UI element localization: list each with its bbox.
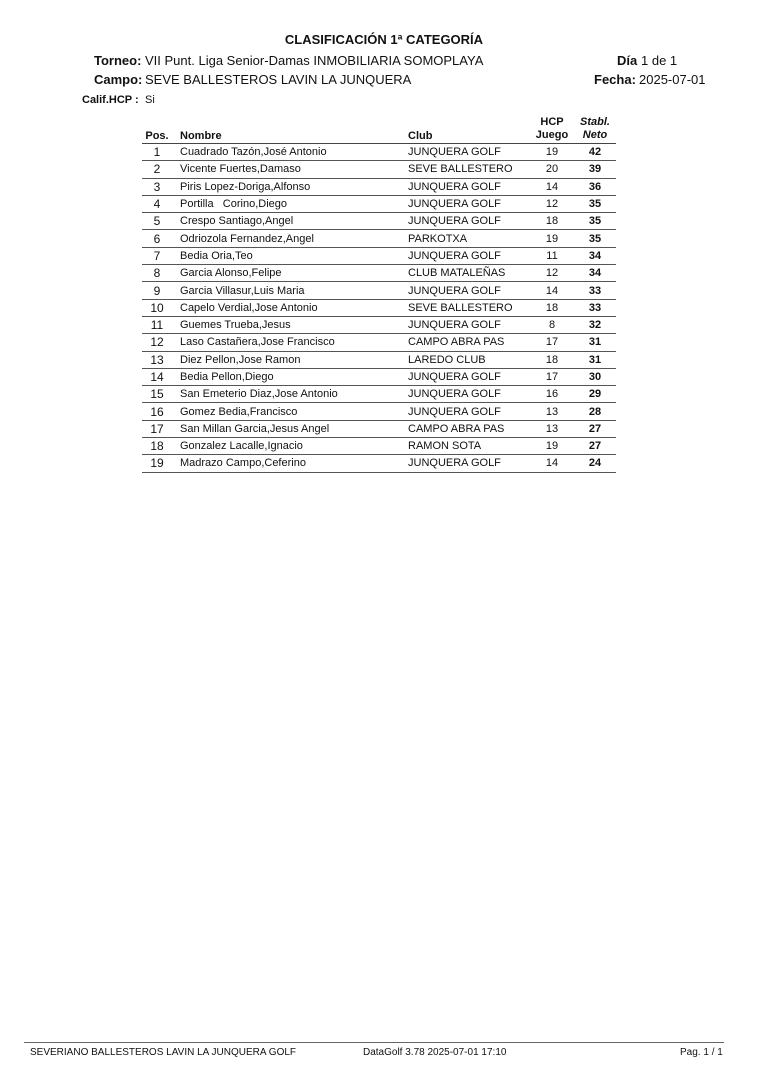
- torneo-label: Torneo:: [94, 53, 142, 68]
- cell-nombre: San Millan Garcia,Jesus Angel: [172, 420, 408, 437]
- torneo-value: VII Punt. Liga Senior-Damas INMOBILIARIA SOMOPLAYA: [145, 53, 484, 68]
- cell-hcp: 19: [530, 438, 574, 455]
- cell-pos: 4: [142, 195, 172, 212]
- col-club-header: Club: [408, 112, 530, 144]
- fecha-label: Fecha:: [594, 72, 636, 87]
- cell-hcp: 8: [530, 316, 574, 333]
- cell-neto: 32: [574, 316, 616, 333]
- table-row: [142, 178, 616, 195]
- cell-club: CLUB MATALEÑAS: [408, 265, 530, 282]
- cell-neto: 35: [574, 230, 616, 247]
- footer-page-number: Pag. 1 / 1: [680, 1047, 723, 1058]
- col-hcp-header: [530, 112, 574, 144]
- calif-hcp-value: Si: [145, 94, 155, 106]
- cell-nombre: Bedia Pellon,Diego: [172, 368, 408, 385]
- cell-club: JUNQUERA GOLF: [408, 386, 530, 403]
- dia-value: 1 de 1: [641, 53, 678, 68]
- cell-nombre: Gonzalez Lacalle,Ignacio: [172, 438, 408, 455]
- cell-club: JUNQUERA GOLF: [408, 282, 530, 299]
- col-hcp-header-line2: Juego: [535, 129, 569, 141]
- cell-nombre: Odriozola Fernandez,Angel: [172, 230, 408, 247]
- cell-pos: 13: [142, 351, 172, 368]
- table-header-row: [142, 112, 616, 144]
- table-row: [142, 334, 616, 351]
- cell-hcp: 19: [530, 144, 574, 161]
- table-row: [142, 386, 616, 403]
- cell-club: LAREDO CLUB: [408, 351, 530, 368]
- cell-hcp: 14: [530, 178, 574, 195]
- table-row: [142, 144, 616, 161]
- cell-neto: 34: [574, 265, 616, 282]
- table-row: [142, 351, 616, 368]
- cell-hcp: 19: [530, 230, 574, 247]
- table-row: [142, 282, 616, 299]
- cell-hcp: 17: [530, 368, 574, 385]
- cell-pos: 15: [142, 386, 172, 403]
- col-neto-header: [574, 112, 616, 144]
- cell-pos: 3: [142, 178, 172, 195]
- cell-pos: 2: [142, 161, 172, 178]
- table-row: [142, 161, 616, 178]
- cell-nombre: Guemes Trueba,Jesus: [172, 316, 408, 333]
- cell-nombre: Laso Castañera,Jose Francisco: [172, 334, 408, 351]
- table-row: [142, 403, 616, 420]
- cell-pos: 7: [142, 247, 172, 264]
- results-body: [142, 144, 616, 473]
- cell-hcp: 12: [530, 195, 574, 212]
- cell-pos: 10: [142, 299, 172, 316]
- cell-hcp: 14: [530, 282, 574, 299]
- table-row: [142, 368, 616, 385]
- cell-hcp: 18: [530, 299, 574, 316]
- cell-pos: 12: [142, 334, 172, 351]
- col-neto-header-line1: Stabl.: [580, 116, 610, 128]
- cell-hcp: 13: [530, 420, 574, 437]
- cell-club: JUNQUERA GOLF: [408, 247, 530, 264]
- cell-club: JUNQUERA GOLF: [408, 368, 530, 385]
- cell-hcp: 17: [530, 334, 574, 351]
- cell-nombre: San Emeterio Diaz,Jose Antonio: [172, 386, 408, 403]
- table-row: [142, 230, 616, 247]
- cell-pos: 1: [142, 144, 172, 161]
- cell-club: CAMPO ABRA PAS: [408, 334, 530, 351]
- cell-neto: 35: [574, 213, 616, 230]
- cell-nombre: Cuadrado Tazón,José Antonio: [172, 144, 408, 161]
- cell-neto: 28: [574, 403, 616, 420]
- cell-neto: 31: [574, 334, 616, 351]
- cell-neto: 42: [574, 144, 616, 161]
- cell-pos: 8: [142, 265, 172, 282]
- cell-club: JUNQUERA GOLF: [408, 403, 530, 420]
- cell-neto: 33: [574, 282, 616, 299]
- cell-hcp: 16: [530, 386, 574, 403]
- col-neto-header-line2: Neto: [582, 129, 608, 141]
- cell-neto: 34: [574, 247, 616, 264]
- calif-hcp-label: Calif.HCP :: [82, 94, 139, 106]
- cell-neto: 31: [574, 351, 616, 368]
- cell-club: CAMPO ABRA PAS: [408, 420, 530, 437]
- cell-hcp: 18: [530, 351, 574, 368]
- campo-value: SEVE BALLESTEROS LAVIN LA JUNQUERA: [145, 72, 412, 87]
- cell-nombre: Garcia Villasur,Luis Maria: [172, 282, 408, 299]
- cell-nombre: Gomez Bedia,Francisco: [172, 403, 408, 420]
- cell-hcp: 20: [530, 161, 574, 178]
- cell-nombre: Diez Pellon,Jose Ramon: [172, 351, 408, 368]
- table-row: [142, 213, 616, 230]
- cell-neto: 29: [574, 386, 616, 403]
- cell-nombre: Capelo Verdial,Jose Antonio: [172, 299, 408, 316]
- cell-club: PARKOTXA: [408, 230, 530, 247]
- cell-neto: 24: [574, 455, 616, 472]
- table-row: [142, 420, 616, 437]
- cell-nombre: Crespo Santiago,Angel: [172, 213, 408, 230]
- col-pos-header: Pos.: [142, 112, 172, 144]
- footer-club-name: SEVERIANO BALLESTEROS LAVIN LA JUNQUERA GOLF: [30, 1047, 297, 1058]
- table-row: [142, 455, 616, 472]
- cell-neto: 35: [574, 195, 616, 212]
- table-row: [142, 195, 616, 212]
- cell-pos: 17: [142, 420, 172, 437]
- cell-pos: 11: [142, 316, 172, 333]
- cell-neto: 36: [574, 178, 616, 195]
- cell-club: JUNQUERA GOLF: [408, 144, 530, 161]
- cell-hcp: 12: [530, 265, 574, 282]
- cell-club: RAMON SOTA: [408, 438, 530, 455]
- dia-label: Día: [617, 53, 638, 68]
- cell-nombre: Garcia Alonso,Felipe: [172, 265, 408, 282]
- cell-pos: 16: [142, 403, 172, 420]
- table-row: [142, 438, 616, 455]
- cell-pos: 19: [142, 455, 172, 472]
- cell-pos: 14: [142, 368, 172, 385]
- cell-club: JUNQUERA GOLF: [408, 195, 530, 212]
- table-row: [142, 247, 616, 264]
- fecha-value: 2025-07-01: [639, 72, 706, 87]
- cell-nombre: Vicente Fuertes,Damaso: [172, 161, 408, 178]
- cell-club: SEVE BALLESTERO: [408, 161, 530, 178]
- cell-neto: 33: [574, 299, 616, 316]
- cell-pos: 18: [142, 438, 172, 455]
- results-table: [142, 112, 616, 473]
- cell-nombre: Bedia Oria,Teo: [172, 247, 408, 264]
- col-nombre-header: Nombre: [172, 112, 408, 144]
- cell-nombre: Piris Lopez-Doriga,Alfonso: [172, 178, 408, 195]
- cell-hcp: 14: [530, 455, 574, 472]
- cell-pos: 5: [142, 213, 172, 230]
- cell-pos: 6: [142, 230, 172, 247]
- footer-software-timestamp: DataGolf 3.78 2025-07-01 17:10: [363, 1047, 507, 1058]
- cell-hcp: 18: [530, 213, 574, 230]
- cell-neto: 30: [574, 368, 616, 385]
- cell-club: SEVE BALLESTERO: [408, 299, 530, 316]
- cell-club: JUNQUERA GOLF: [408, 178, 530, 195]
- cell-neto: 27: [574, 420, 616, 437]
- cell-club: JUNQUERA GOLF: [408, 213, 530, 230]
- col-hcp-header-line1: HCP: [540, 116, 564, 128]
- footer-divider: [24, 1042, 724, 1043]
- campo-label: Campo:: [94, 72, 143, 87]
- cell-hcp: 11: [530, 247, 574, 264]
- cell-neto: 39: [574, 161, 616, 178]
- cell-nombre: Madrazo Campo,Ceferino: [172, 455, 408, 472]
- table-row: [142, 299, 616, 316]
- cell-pos: 9: [142, 282, 172, 299]
- cell-club: JUNQUERA GOLF: [408, 316, 530, 333]
- table-row: [142, 265, 616, 282]
- cell-hcp: 13: [530, 403, 574, 420]
- report-title: CLASIFICACIÓN 1ª CATEGORÍA: [284, 32, 484, 47]
- cell-club: JUNQUERA GOLF: [408, 455, 530, 472]
- cell-nombre: Portilla Corino,Diego: [172, 195, 408, 212]
- table-row: [142, 316, 616, 333]
- cell-neto: 27: [574, 438, 616, 455]
